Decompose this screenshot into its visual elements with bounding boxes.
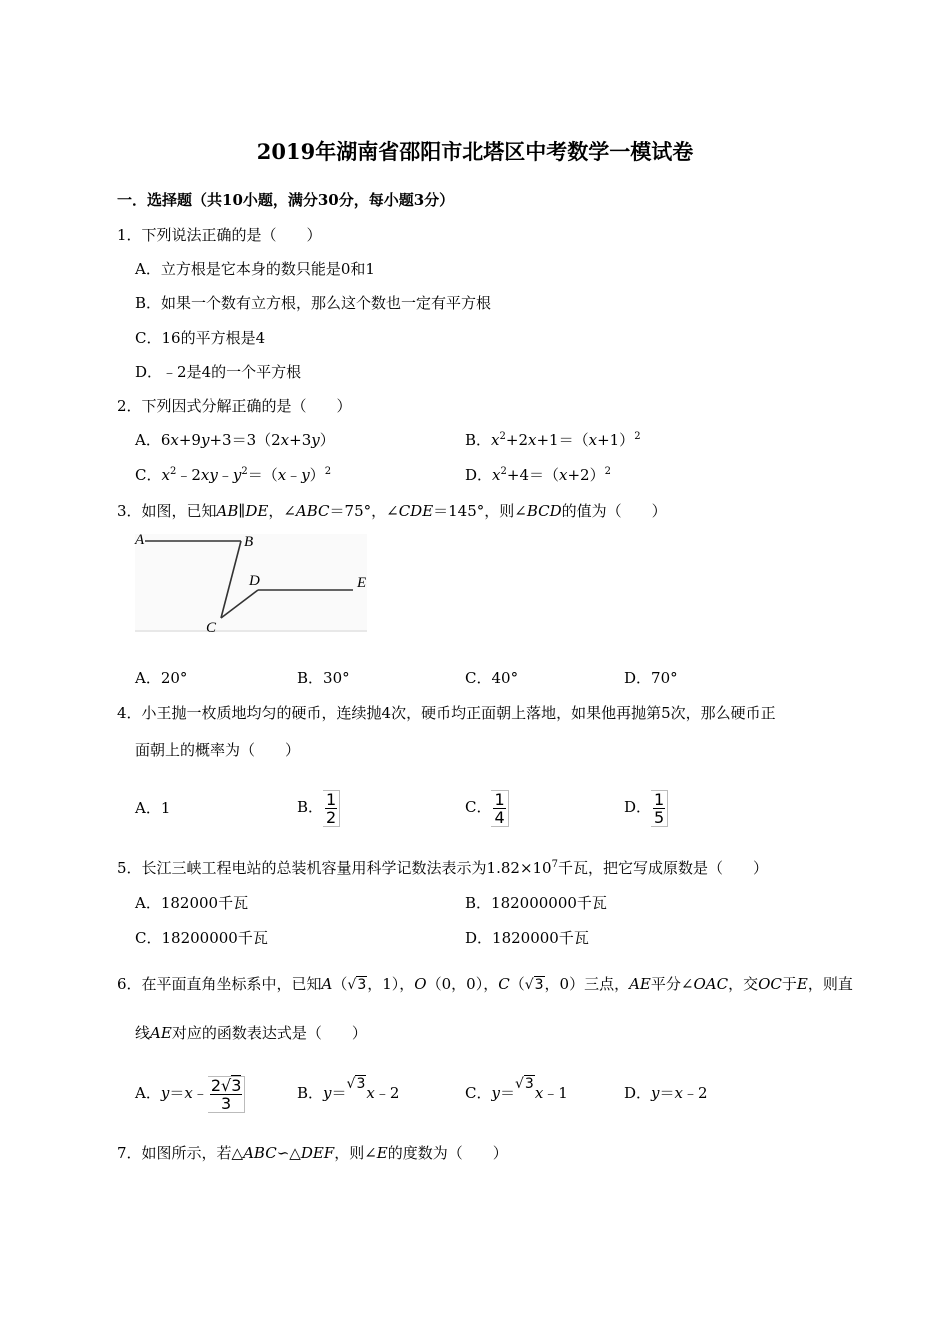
question-1-option-c: C．16的平方根是4 <box>135 329 266 347</box>
question-4-stem-line1: 4．小王抛一枚质地均匀的硬币，连续抛4次，硬币均正面朝上落地，如果他再抛第5次，那么硬币正 <box>117 704 776 722</box>
question-1-option-b: B．如果一个数有立方根，那么这个数也一定有平方根 <box>135 294 492 312</box>
figure-label-d: D <box>249 573 260 589</box>
question-6-option-d: D．y＝x﹣2 <box>624 1084 708 1102</box>
question-3-stem: 3．如图，已知AB∥DE，∠ABC＝75°，∠CDE＝145°，则∠BCD的值为（ ） <box>117 502 667 520</box>
figure-label-e: E <box>357 575 367 591</box>
question-5-option-b: B．182000000千瓦 <box>465 894 607 912</box>
page-title: 2019年湖南省邵阳市北塔区中考数学一模试卷 <box>256 139 694 164</box>
question-7-stem: 7．如图所示，若△ABC∽△DEF，则∠E的度数为（ ） <box>117 1144 508 1162</box>
question-4-option-a: A．1 <box>135 799 171 817</box>
question-5-option-c: C．18200000千瓦 <box>135 929 268 947</box>
question-6-stem-line2: 线AE对应的函数表达式是（ ） <box>135 1024 367 1042</box>
figure-label-c: C <box>206 620 217 636</box>
question-2-stem: 2．下列因式分解正确的是（ ） <box>117 397 352 415</box>
fraction: $\frac{1}{4}$ <box>491 790 508 827</box>
question-1-option-d: D．﹣2是4的一个平方根 <box>135 363 302 381</box>
question-6-option-c: C．y＝√3x﹣1 <box>465 1076 568 1102</box>
question-4-stem-line2: 面朝上的概率为（ ） <box>135 741 301 759</box>
question-5-option-d: D．1820000千瓦 <box>465 929 589 947</box>
question-6-option-a: A．y＝x﹣ $\frac{2√3}{3}$ <box>135 1070 245 1116</box>
question-2-option-d: D．$x^2+4=(x+2)^2$ <box>465 466 611 484</box>
question-1-stem: 1．下列说法正确的是（ ） <box>117 226 322 244</box>
question-6-stem-line1: 6．在平面直角坐标系中，已知A（√3，1），O（0，0），C（√3，0）三点，AE平分∠OAC，交OC于E，则直 <box>117 975 853 993</box>
fraction: $\frac{1}{2}$ <box>323 790 340 827</box>
question-2-option-c: C．$x^2﹣2xy﹣y^2=(x﹣y)^2$ <box>135 466 332 484</box>
question-3-figure <box>133 528 373 638</box>
question-2-option-a: A．6x+9y+3＝3（2x+3y） <box>135 431 335 449</box>
question-4-option-d: D． $\frac{1}{5}$ <box>624 785 668 829</box>
question-3-option-a: A．20° <box>135 669 188 687</box>
figure-label-a: A <box>135 532 145 548</box>
question-4-option-c: C． $\frac{1}{4}$ <box>465 785 509 829</box>
figure-label-b: B <box>244 534 254 550</box>
question-3-option-d: D．70° <box>624 669 678 687</box>
question-5-option-a: A．182000千瓦 <box>135 894 249 912</box>
section-heading: 一．选择题（共10小题，满分30分，每小题3分） <box>117 191 455 209</box>
question-3-option-c: C．40° <box>465 669 519 687</box>
question-4-option-b: B． $\frac{1}{2}$ <box>297 785 340 829</box>
question-1-option-a: A．立方根是它本身的数只能是0和1 <box>135 260 375 278</box>
question-2-option-b: B．$x^2+2x+1=(x+1)^2$ <box>465 431 641 449</box>
question-5-stem: 5．长江三峡工程电站的总装机容量用科学记数法表示为$1.82\times 10^7$千瓦，把它写成原数是（ ） <box>117 859 768 877</box>
fraction: $\frac{1}{5}$ <box>651 790 668 827</box>
question-3-option-b: B．30° <box>297 669 350 687</box>
question-6-option-b: B．y＝√3x﹣2 <box>297 1076 400 1102</box>
